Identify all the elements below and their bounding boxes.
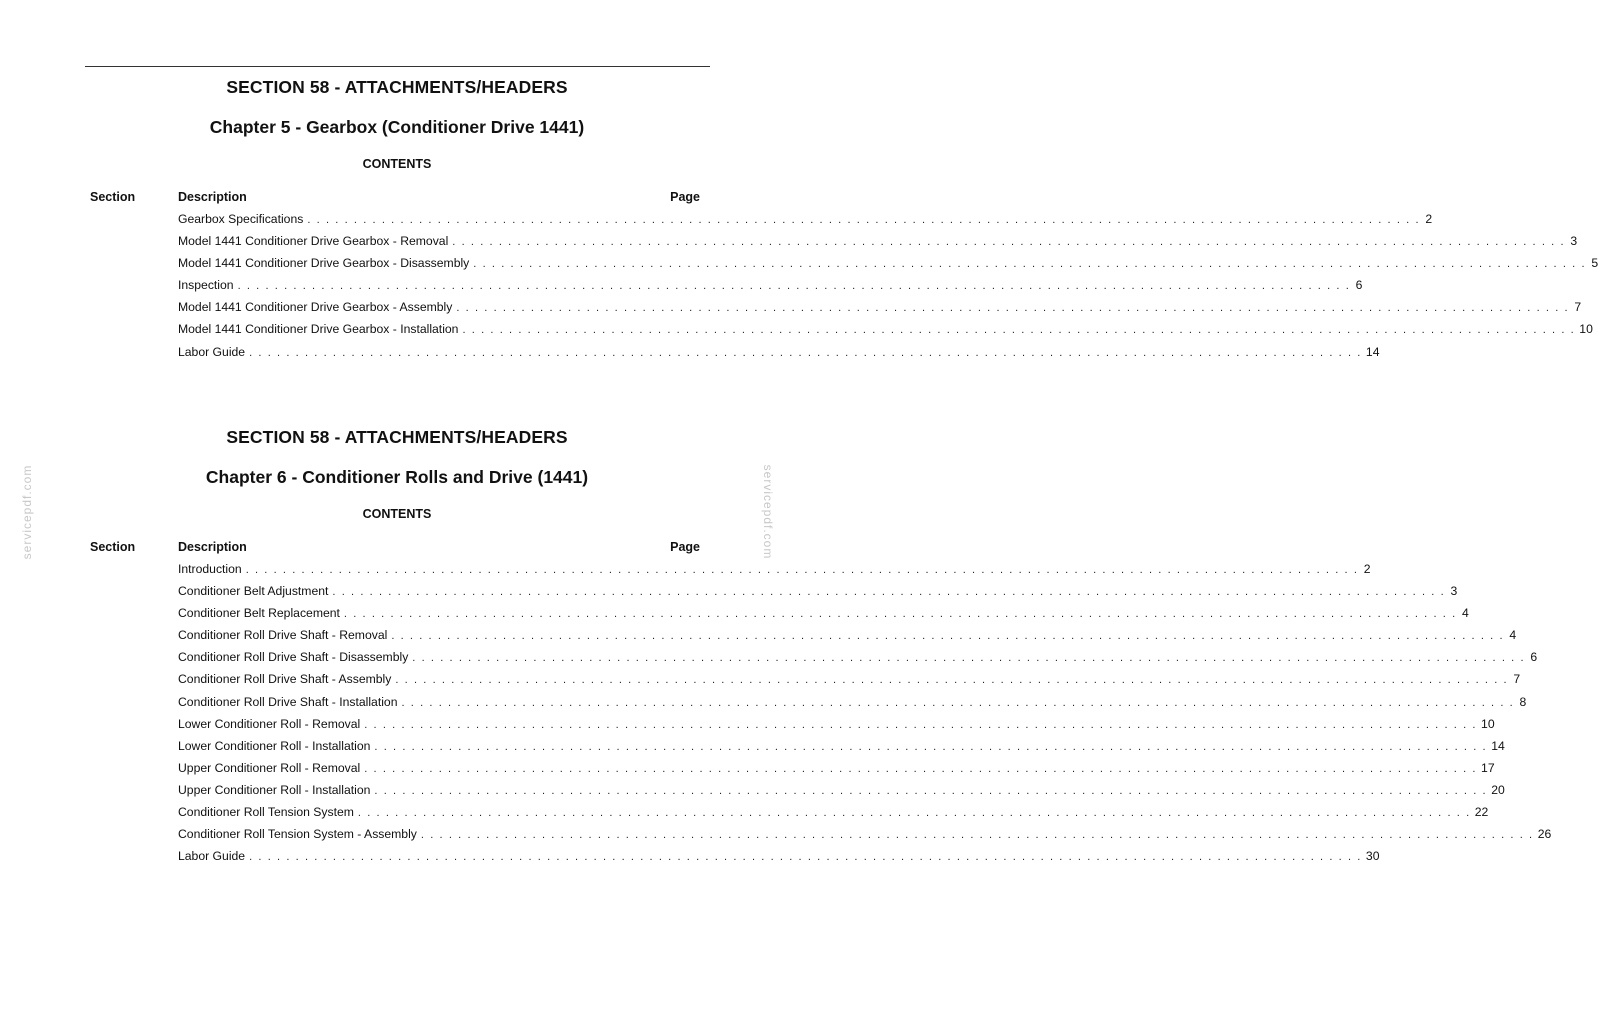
toc-entry-page: 7 xyxy=(1574,300,1582,315)
toc-entry xyxy=(178,801,1489,823)
toc-entry xyxy=(178,823,1552,845)
column-header-section: Section xyxy=(90,540,136,554)
toc-entry xyxy=(178,779,1505,801)
top-rule xyxy=(85,66,710,67)
toc-entry-title: Conditioner Roll Tension System - Assembly xyxy=(178,827,417,842)
toc-entry xyxy=(178,624,1517,646)
toc-entry-title: Conditioner Roll Drive Shaft - Disassembly xyxy=(178,650,409,665)
toc-entry xyxy=(178,757,1495,779)
dot-leader: . . . . . . . . . . . . . . . . . . . . . . . . . . . . . . . . . . . . . . . . . . . . . . . . . . . . . . . . . . . . . . . . . . . . . . . . . . . . . . . . . . . . . . . . . . . . . . . . . . . . . . . . . . . . . . . . . . . . . . . . xyxy=(357,807,1471,820)
dot-leader: . . . . . . . . . . . . . . . . . . . . . . . . . . . . . . . . . . . . . . . . . . . . . . . . . . . . . . . . . . . . . . . . . . . . . . . . . . . . . . . . . . . . . . . . . . . . . . . . . . . . . . . . . . . . . . . . . . . . . . . . xyxy=(332,586,1446,599)
toc-entry-title: Upper Conditioner Roll - Installation xyxy=(178,782,371,797)
toc-entry-title: Conditioner Roll Drive Shaft - Installation xyxy=(178,694,398,709)
dot-leader: . . . . . . . . . . . . . . . . . . . . . . . . . . . . . . . . . . . . . . . . . . . . . . . . . . . . . . . . . . . . . . . . . . . . . . . . . . . . . . . . . . . . . . . . . . . . . . . . . . . . . . . . . . . . . . . . . . . . . . . . xyxy=(473,258,1587,271)
dot-leader: . . . . . . . . . . . . . . . . . . . . . . . . . . . . . . . . . . . . . . . . . . . . . . . . . . . . . . . . . . . . . . . . . . . . . . . . . . . . . . . . . . . . . . . . . . . . . . . . . . . . . . . . . . . . . . . . . . . . . . . . xyxy=(420,829,1534,842)
toc-entry-title: Labor Guide xyxy=(178,849,246,864)
toc-entry-page: 4 xyxy=(1461,606,1469,621)
section-title: SECTION 58 - ATTACHMENTS/HEADERS xyxy=(226,77,568,97)
contents-heading: CONTENTS xyxy=(362,507,432,521)
dot-leader: . . . . . . . . . . . . . . . . . . . . . . . . . . . . . . . . . . . . . . . . . . . . . . . . . . . . . . . . . . . . . . . . . . . . . . . . . . . . . . . . . . . . . . . . . . . . . . . . . . . . . . . . . . . . . . . . . . . . . . . . xyxy=(395,674,1509,687)
dot-leader: . . . . . . . . . . . . . . . . . . . . . . . . . . . . . . . . . . . . . . . . . . . . . . . . . . . . . . . . . . . . . . . . . . . . . . . . . . . . . . . . . . . . . . . . . . . . . . . . . . . . . . . . . . . . . . . . . . . . . . . . xyxy=(374,784,1488,797)
toc-entry xyxy=(178,713,1495,735)
toc-entry xyxy=(178,580,1458,602)
chapter-title: Chapter 5 - Gearbox (Conditioner Drive 1441) xyxy=(209,117,585,137)
toc-entry-title: Upper Conditioner Roll - Removal xyxy=(178,760,361,775)
toc-entry-page: 26 xyxy=(1537,827,1552,842)
toc-entry xyxy=(178,252,1598,274)
toc-entry-page: 14 xyxy=(1491,738,1505,753)
toc-entry-page: 2 xyxy=(1425,212,1433,226)
dot-leader: . . . . . . . . . . . . . . . . . . . . . . . . . . . . . . . . . . . . . . . . . . . . . . . . . . . . . . . . . . . . . . . . . . . . . . . . . . . . . . . . . . . . . . . . . . . . . . . . . . . . . . . . . . . . . . . . . . . . . . . . xyxy=(456,302,1570,315)
toc-entry-title: Lower Conditioner Roll - Removal xyxy=(178,716,361,731)
toc-entry-page: 8 xyxy=(1519,694,1527,709)
dot-leader: . . . . . . . . . . . . . . . . . . . . . . . . . . . . . . . . . . . . . . . . . . . . . . . . . . . . . . . . . . . . . . . . . . . . . . . . . . . . . . . . . . . . . . . . . . . . . . . . . . . . . . . . . . . . . . . . . . . . . . . . xyxy=(401,696,1515,709)
toc-entry-title: Conditioner Roll Drive Shaft - Assembly xyxy=(178,672,392,687)
dot-leader: . . . . . . . . . . . . . . . . . . . . . . . . . . . . . . . . . . . . . . . . . . . . . . . . . . . . . . . . . . . . . . . . . . . . . . . . . . . . . . . . . . . . . . . . . . . . . . . . . . . . . . . . . . . . . . . . . . . . . . . . xyxy=(307,214,1421,226)
dot-leader: . . . . . . . . . . . . . . . . . . . . . . . . . . . . . . . . . . . . . . . . . . . . . . . . . . . . . . . . . . . . . . . . . . . . . . . . . . . . . . . . . . . . . . . . . . . . . . . . . . . . . . . . . . . . . . . . . . . . . . . . xyxy=(245,564,1359,576)
contents-heading: CONTENTS xyxy=(362,157,432,171)
chapter-title: Chapter 6 - Conditioner Rolls and Drive (1441) xyxy=(205,467,589,487)
toc-entry xyxy=(178,668,1521,690)
dot-leader: . . . . . . . . . . . . . . . . . . . . . . . . . . . . . . . . . . . . . . . . . . . . . . . . . . . . . . . . . . . . . . . . . . . . . . . . . . . . . . . . . . . . . . . . . . . . . . . . . . . . . . . . . . . . . . . . . . . . . . . . xyxy=(364,718,1478,731)
toc-entry xyxy=(178,230,1578,252)
toc-entry xyxy=(178,318,1593,340)
toc-entry-title: Introduction xyxy=(178,562,242,576)
toc-entry-page: 14 xyxy=(1365,344,1380,359)
watermark-right: servicepdf.com xyxy=(761,464,775,560)
dot-leader: . . . . . . . . . . . . . . . . . . . . . . . . . . . . . . . . . . . . . . . . . . . . . . . . . . . . . . . . . . . . . . . . . . . . . . . . . . . . . . . . . . . . . . . . . . . . . . . . . . . . . . . . . . . . . . . . . . . . . . . . xyxy=(452,236,1566,249)
dot-leader: . . . . . . . . . . . . . . . . . . . . . . . . . . . . . . . . . . . . . . . . . . . . . . . . . . . . . . . . . . . . . . . . . . . . . . . . . . . . . . . . . . . . . . . . . . . . . . . . . . . . . . . . . . . . . . . . . . . . . . . . xyxy=(237,280,1351,293)
toc-entry-title: Gearbox Specifications xyxy=(178,212,304,226)
toc-entry-page: 6 xyxy=(1530,650,1538,665)
column-header-description: Description xyxy=(178,190,247,204)
toc-entry-title: Lower Conditioner Roll - Installation xyxy=(178,738,371,753)
toc-entry xyxy=(178,558,1371,580)
toc-entry-title: Inspection xyxy=(178,278,234,293)
dot-leader: . . . . . . . . . . . . . . . . . . . . . . . . . . . . . . . . . . . . . . . . . . . . . . . . . . . . . . . . . . . . . . . . . . . . . . . . . . . . . . . . . . . . . . . . . . . . . . . . . . . . . . . . . . . . . . . . . . . . . . . . xyxy=(343,608,1457,621)
toc-entry-title: Model 1441 Conditioner Drive Gearbox - Removal xyxy=(178,234,449,249)
toc-entry-title: Model 1441 Conditioner Drive Gearbox - Disassembly xyxy=(178,256,470,271)
section-title: SECTION 58 - ATTACHMENTS/HEADERS xyxy=(226,427,568,447)
toc-entry-title: Model 1441 Conditioner Drive Gearbox - Installation xyxy=(178,322,459,337)
toc-entry-page: 17 xyxy=(1481,760,1495,775)
toc-entry-title: Conditioner Roll Drive Shaft - Removal xyxy=(178,628,388,643)
column-header-page: Page xyxy=(670,540,700,554)
dot-leader: . . . . . . . . . . . . . . . . . . . . . . . . . . . . . . . . . . . . . . . . . . . . . . . . . . . . . . . . . . . . . . . . . . . . . . . . . . . . . . . . . . . . . . . . . . . . . . . . . . . . . . . . . . . . . . . . . . . . . . . . xyxy=(364,762,1478,775)
toc-entry xyxy=(178,296,1582,318)
column-header-page: Page xyxy=(670,190,700,204)
toc-entry-title: Conditioner Belt Adjustment xyxy=(178,584,329,599)
toc-entry-page: 3 xyxy=(1570,234,1578,249)
toc-entry-page: 20 xyxy=(1491,782,1505,797)
column-header-description: Description xyxy=(178,540,247,554)
watermark-left: servicepdf.com xyxy=(20,464,34,560)
toc-entry xyxy=(178,691,1527,713)
dot-leader: . . . . . . . . . . . . . . . . . . . . . . . . . . . . . . . . . . . . . . . . . . . . . . . . . . . . . . . . . . . . . . . . . . . . . . . . . . . . . . . . . . . . . . . . . . . . . . . . . . . . . . . . . . . . . . . . . . . . . . . . xyxy=(249,851,1362,864)
toc-entry xyxy=(178,274,1363,296)
toc-entry xyxy=(178,845,1380,867)
toc-entry-title: Conditioner Belt Replacement xyxy=(178,606,340,621)
dot-leader: . . . . . . . . . . . . . . . . . . . . . . . . . . . . . . . . . . . . . . . . . . . . . . . . . . . . . . . . . . . . . . . . . . . . . . . . . . . . . . . . . . . . . . . . . . . . . . . . . . . . . . . . . . . . . . . . . . . . . . . . xyxy=(374,740,1488,753)
toc-entry-page: 10 xyxy=(1579,322,1593,337)
toc-entry-title: Labor Guide xyxy=(178,344,246,359)
dot-leader: . . . . . . . . . . . . . . . . . . . . . . . . . . . . . . . . . . . . . . . . . . . . . . . . . . . . . . . . . . . . . . . . . . . . . . . . . . . . . . . . . . . . . . . . . . . . . . . . . . . . . . . . . . . . . . . . . . . . . . . . xyxy=(249,346,1362,359)
toc-entry xyxy=(178,208,1433,230)
column-header-section: Section xyxy=(90,190,136,204)
toc-entry xyxy=(178,646,1538,668)
toc-entry xyxy=(178,735,1505,757)
toc-list xyxy=(178,558,1552,867)
toc-entry-page: 6 xyxy=(1355,278,1363,293)
toc-entry-page: 30 xyxy=(1365,849,1380,864)
toc-entry-page: 5 xyxy=(1591,256,1598,271)
toc-entry-page: 22 xyxy=(1474,805,1489,820)
toc-entry-title: Model 1441 Conditioner Drive Gearbox - Assembly xyxy=(178,300,453,315)
toc-entry xyxy=(178,341,1380,363)
dot-leader: . . . . . . . . . . . . . . . . . . . . . . . . . . . . . . . . . . . . . . . . . . . . . . . . . . . . . . . . . . . . . . . . . . . . . . . . . . . . . . . . . . . . . . . . . . . . . . . . . . . . . . . . . . . . . . . . . . . . . . . . xyxy=(462,324,1576,337)
toc-list xyxy=(178,208,1598,363)
toc-entry-title: Conditioner Roll Tension System xyxy=(178,805,354,820)
toc-entry xyxy=(178,602,1469,624)
toc-entry-page: 10 xyxy=(1481,716,1495,731)
dot-leader: . . . . . . . . . . . . . . . . . . . . . . . . . . . . . . . . . . . . . . . . . . . . . . . . . . . . . . . . . . . . . . . . . . . . . . . . . . . . . . . . . . . . . . . . . . . . . . . . . . . . . . . . . . . . . . . . . . . . . . . . xyxy=(391,630,1505,643)
toc-entry-page: 4 xyxy=(1509,628,1517,643)
toc-entry-page: 3 xyxy=(1450,584,1458,599)
dot-leader: . . . . . . . . . . . . . . . . . . . . . . . . . . . . . . . . . . . . . . . . . . . . . . . . . . . . . . . . . . . . . . . . . . . . . . . . . . . . . . . . . . . . . . . . . . . . . . . . . . . . . . . . . . . . . . . . . . . . . . . . xyxy=(412,652,1526,665)
toc-entry-page: 7 xyxy=(1513,672,1521,687)
toc-entry-page: 2 xyxy=(1363,562,1371,576)
